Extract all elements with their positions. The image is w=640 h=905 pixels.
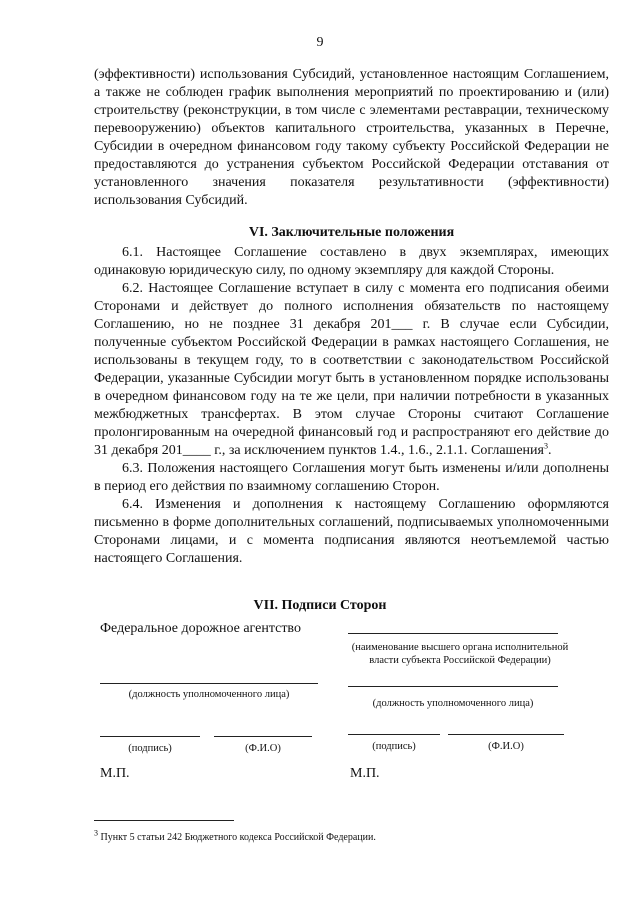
left-position-line bbox=[100, 683, 318, 684]
footnote-reference: 3 bbox=[543, 441, 548, 451]
page-number: 9 bbox=[316, 35, 324, 50]
paragraph-6-2 bbox=[94, 280, 609, 460]
left-position-caption: (должность уполномоченного лица) bbox=[128, 689, 290, 700]
right-party-caption: (наименование высшего органа исполнительной власти субъекта Российской Федерации) bbox=[351, 642, 569, 666]
document-body bbox=[94, 66, 609, 568]
left-signature-caption: (подпись) bbox=[128, 743, 172, 754]
right-signature-caption: (подпись) bbox=[372, 741, 416, 752]
section-heading-signatures: VII. Подписи Сторон bbox=[253, 598, 387, 613]
right-signature-line bbox=[348, 734, 440, 735]
footnote-marker: 3 bbox=[94, 828, 98, 838]
paragraph-6-4: 6.4. Изменения и дополнения к настоящему Соглашению оформляются письменно в форме дополнительных соглашений, подписываемых уполномоченными Сторонами лицами, и с момента подписания являются неотъемлемой частью настоящего Соглашения. bbox=[94, 497, 609, 566]
right-name-caption: (Ф.И.О) bbox=[488, 741, 524, 752]
right-name-line bbox=[448, 734, 564, 735]
right-party-name-line bbox=[348, 633, 558, 634]
left-party-name: Федеральное дорожное агентство bbox=[100, 621, 301, 636]
section-heading-final-provisions: VI. Заключительные положения bbox=[248, 225, 455, 240]
left-name-caption: (Ф.И.О) bbox=[245, 743, 281, 754]
right-position-line bbox=[348, 686, 558, 687]
right-stamp-label: М.П. bbox=[350, 766, 380, 781]
paragraph-continued: (эффективности) использования Субсидий, установленное настоящим Соглашением, а также не соблюден график выполнения мероприятий по проектированию и (или) строительству (реконструкции, в том числе с элементами реставрации, техническому перевооружению) объектов капитального строительства, указанных в Перечне, Субсидии в очередном финансовом году такому субъекту Российской Федерации не предоставляются до устранения субъектом Российской Федерации отставания от установленного значения показателя результативности (эффективности) использования Субсидий. bbox=[94, 67, 609, 208]
left-stamp-label: М.П. bbox=[100, 766, 130, 781]
paragraph-6-1: 6.1. Настоящее Соглашение составлено в двух экземплярах, имеющих одинаковую юридическую силу, по одному экземпляру для каждой Стороны. bbox=[94, 245, 609, 278]
paragraph-6-2-text: 6.2. Настоящее Соглашение вступает в силу с момента его подписания обеими Сторонами и действует до полного исполнения обязательств по настоящему Соглашению, но не позднее 31 декабря 201___ г. В случае если Субсидии, полученные субъектом Российской Федерации в рамках настоящего Соглашения, не использованы в текущем году, то в соответствии с законодательством Российской Федерации, указанные Субсидии могут быть в установленном порядке использованы в очередном финансовом году на те же цели, при наличии потребности в указанных межбюджетных трансфертах. В этом случае Стороны считают Соглашение пролонгированным на очередной финансовый год и распространяют его действие до 31 декабря 201____ г., за исключением пунктов 1.4., 1.6., 2.1.1. Соглашения bbox=[94, 281, 609, 458]
left-name-line bbox=[214, 736, 312, 737]
left-signature-line bbox=[100, 736, 200, 737]
paragraph-6-3: 6.3. Положения настоящего Соглашения могут быть изменены и/или дополнены в период его действия по взаимному соглашению Сторон. bbox=[94, 461, 609, 494]
footnote bbox=[94, 828, 376, 843]
footnote-text: Пункт 5 статьи 242 Бюджетного кодекса Российской Федерации. bbox=[98, 832, 376, 843]
paragraph-6-2-end: . bbox=[547, 443, 552, 458]
footnote-divider bbox=[94, 820, 234, 821]
right-position-caption: (должность уполномоченного лица) bbox=[372, 698, 534, 709]
